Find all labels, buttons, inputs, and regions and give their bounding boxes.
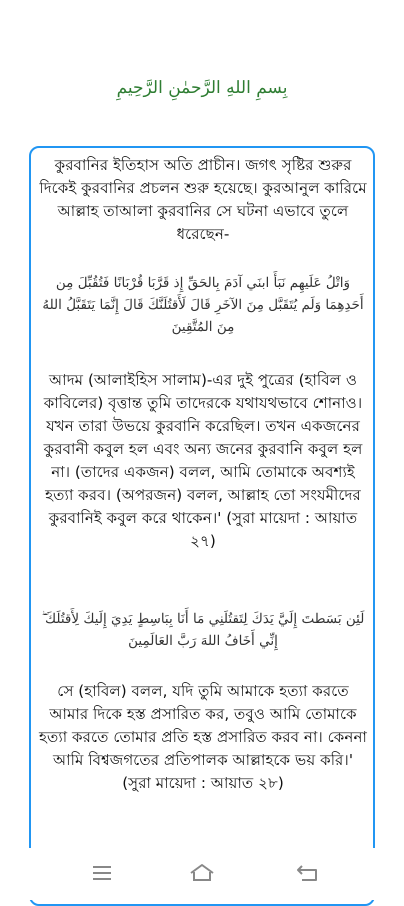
menu-button[interactable] — [87, 861, 117, 885]
arabic-verse-27: وَاتْلُ عَلَيهِم نَبَأَ ابنَي آدَمَ بِالحَقِّ إِذ قَرَّبَا قُرْبَانًا فَتُقُبِّلَ مِن أَحَدِهِمَا وَلَم يُتَقَبَّل مِنَ الآخَرِ قَالَ لَأَقتُلَنَّكَ قَالَ إِنَّمَا يَتَقَبَّلُ اللهُ مِنَ المُتَّقِينَ — [42, 275, 364, 335]
home-icon — [187, 861, 217, 885]
arabic-verse-28: لَئِن بَسَطتَ إِلَيَّ يَدَكَ لِتَقتُلَنِي مَا أَنَا بِبَاسِطٍ يَدِيَ إِلَيكَ لِأَقتُلَكَ ۖ إِنِّي أَخَافُ اللهَ رَبَّ العَالَمِينَ — [41, 611, 365, 649]
back-button[interactable] — [293, 861, 323, 885]
intro-paragraph: কুরবানির ইতিহাস অতি প্রাচীন। জগৎ সৃষ্টির শুরুর দিকেই কুরবানির প্রচলন শুরু হয়েছে। কুরআনুল কারিমে আল্লাহ তাআলা কুরবানির সে ঘটনা এভাবে তুলে ধরেছেন- — [39, 156, 367, 243]
bismillah-header: بِسمِ اللهِ الرَّحمٰنِ الرَّحِيمِ — [116, 78, 288, 98]
translation-verse-27: আদম (আলাইহিস সালাম)-এর দুই পুত্রের (হাবিল ও কাবিলের) বৃত্তান্ত তুমি তাদেরকে যথাযথভাবে শোনাও। যখন তারা উভয়ে কুরবানি করেছিল। তখন একজনের কুরবানী কবুল হল এবং অন্য জনের কুরবানি কবুল হল না। (তাদের একজন) বলল, আমি তোমাকে অবশ্যই হত্যা করব। (অপরজন) বলল, আল্লাহ তো সংযমীদের কুরবানিই কবুল করে থাকেন।' (সুরা মায়েদা : আয়াত ২৭) — [43, 371, 363, 550]
home-button[interactable] — [187, 861, 217, 885]
system-navigation-bar — [0, 848, 404, 900]
menu-icon — [87, 861, 117, 885]
back-icon — [293, 861, 323, 885]
translation-verse-28: সে (হাবিল) বলল, যদি তুমি আমাকে হত্যা করতে আমার দিকে হস্ত প্রসারিত কর, তবুও আমি তোমাকে হত্যা করতে তোমার প্রতি হস্ত প্রসারিত করব না। কেননা আমি বিশ্বজগতের প্রতিপালক আল্লাহকে ভয় করি।' (সুরা মায়েদা : আয়াত ২৮) — [39, 682, 367, 792]
content-card — [29, 146, 375, 906]
